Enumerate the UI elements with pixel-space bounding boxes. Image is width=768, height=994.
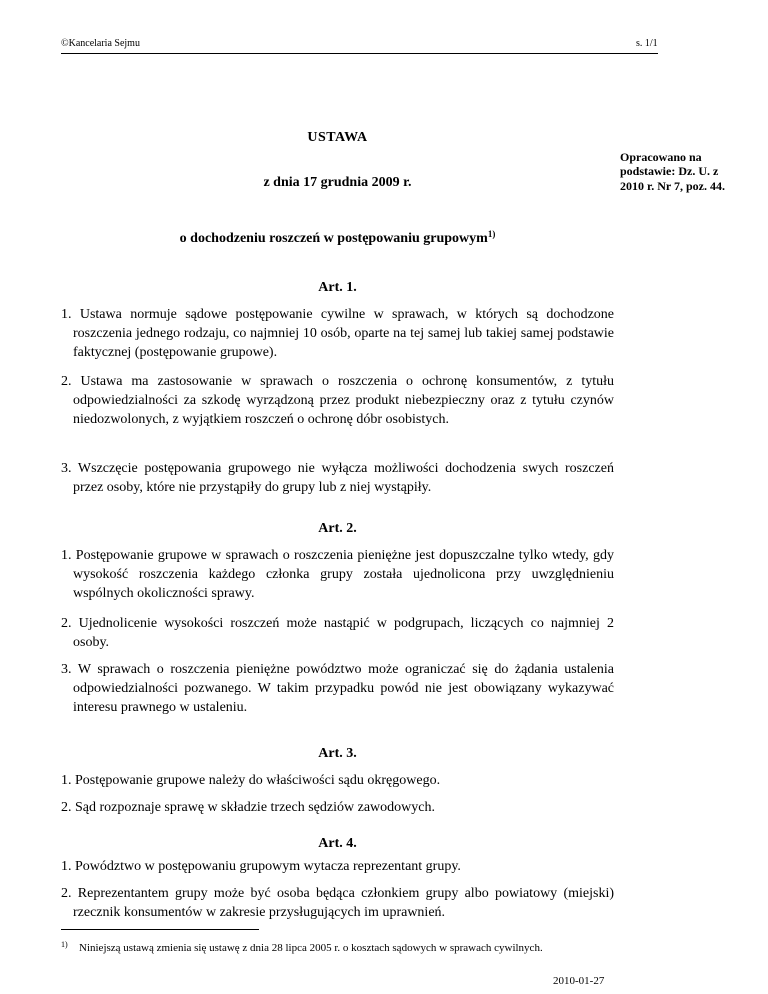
act-date: z dnia 17 grudnia 2009 r.	[263, 175, 412, 190]
article-1-para-3: 3. Wszczęcie postępowania grupowego nie wyłącza możliwości dochodzenia swych roszczeń przez osoby, które nie przystąpiły do grupy lub z niej wystąpiły.	[61, 461, 614, 495]
article-1-para-2: 2. Ustawa ma zastosowanie w sprawach o roszczenia o ochronę konsumentów, z tytułu odpowiedzialności za szkodę wyrządzoną przez produkt niebezpieczny oraz z tytułu czynów niedozwolonych, z wyjątkiem roszczeń o ochronę dóbr osobistych.	[61, 374, 614, 427]
article-2-para-2: 2. Ujednolicenie wysokości roszczeń może nastąpić w podgrupach, liczących co najmniej 2 osoby.	[61, 616, 614, 650]
side-note: Opracowano na podstawie: Dz. U. z 2010 r. Nr 7, poz. 44.	[620, 150, 725, 193]
article-3-heading: Art. 3.	[318, 746, 357, 761]
footnote-text: Niniejszą ustawą zmienia się ustawę z dnia 28 lipca 2005 r. o kosztach sądowych w sprawach cywilnych.	[79, 942, 543, 954]
footnote-ref: 1)	[487, 229, 496, 239]
footnote: 1) Niniejszą ustawą zmienia się ustawę z dnia 28 lipca 2005 r. o kosztach sądowych w sprawach cywilnych.	[61, 940, 543, 954]
header-left: ©Kancelaria Sejmu	[61, 38, 140, 49]
article-3-para-2: 2. Sąd rozpoznaje sprawę w składzie trzech sędziów zawodowych.	[61, 800, 435, 815]
article-2-para-1: 1. Postępowanie grupowe w sprawach o roszczenia pieniężne jest dopuszczalne tylko wtedy, gdy wysokość roszczenia każdego członka grupy została ujednolicona przy uwzględnieniu wspólnych okoliczności sprawy.	[61, 548, 614, 601]
page-number: s. 1/1	[636, 38, 658, 49]
article-1-para-1: 1. Ustawa normuje sądowe postępowanie cywilne w sprawach, w których są dochodzone roszczenia jednego rodzaju, co najmniej 10 osób, oparte na tej samej lub takiej samej podstawie faktycznej (postępowanie grupowe).	[61, 307, 614, 360]
article-2-para-3: 3. W sprawach o roszczenia pieniężne powództwo może ograniczać się do żądania ustalenia odpowiedzialności pozwanego. W takim przypadku powód nie jest obowiązany wykazywać interesu prawnego w ustaleniu.	[61, 662, 614, 715]
article-1-heading: Art. 1.	[318, 280, 357, 295]
article-4-para-1: 1. Powództwo w postępowaniu grupowym wytacza reprezentant grupy.	[61, 859, 461, 874]
page-date: 2010-01-27	[553, 975, 605, 987]
article-4-heading: Art. 4.	[318, 836, 357, 851]
act-subtitle-text: o dochodzeniu roszczeń w postępowaniu grupowym	[179, 231, 488, 246]
article-2-heading: Art. 2.	[318, 521, 357, 536]
footnote-rule	[61, 929, 259, 930]
header-rule	[61, 53, 658, 54]
article-3-para-1: 1. Postępowanie grupowe należy do właściwości sądu okręgowego.	[61, 773, 441, 788]
act-title: USTAWA	[307, 130, 368, 145]
act-subtitle	[61, 231, 614, 247]
article-4-para-2: 2. Reprezentantem grupy może być osoba będąca członkiem grupy albo powiatowy (miejski) rzecznik konsumentów w zakresie przysługujących im uprawnień.	[61, 886, 614, 920]
